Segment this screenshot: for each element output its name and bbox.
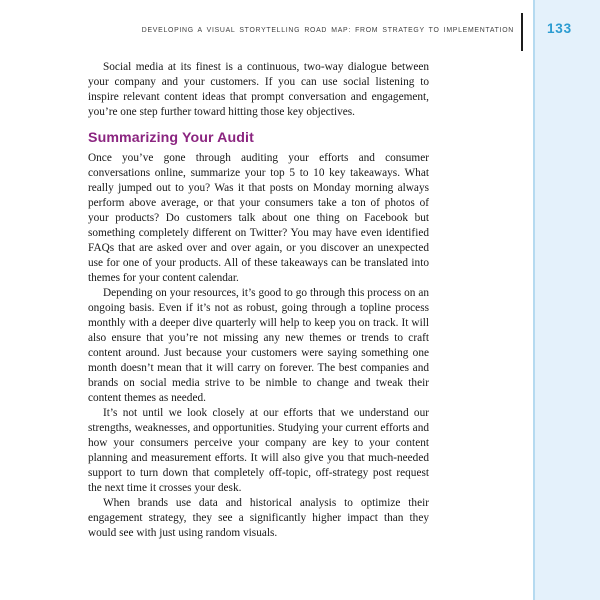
body-paragraph: It’s not until we look closely at our efforts that we understand our strengths, weaknesses, and opportunities. Studying your current efforts and how your consumers perceive your company are key to your content planning and measurement efforts. It will also give you that much-needed support to turn down that completely off-topic, off-strategy post request the next time it crosses your desk. (88, 407, 429, 494)
section-heading: Summarizing Your Audit (88, 130, 254, 146)
body-text-column (88, 60, 429, 541)
intro-paragraph: Social media at its finest is a continuous, two-way dialogue between your company and your customers. If you can use social listening to inspire relevant content ideas that prompt conversation and engagement, you’re one step further toward hitting those key objectives. (88, 61, 429, 118)
header-divider (521, 13, 523, 51)
body-paragraph: Once you’ve gone through auditing your efforts and consumer conversations online, summarize your top 5 to 10 key takeaways. What really jumped out to you? Was it that posts on Monday morning always perform above average, or that your consumers take a ton of photos of your products? Do customers talk about one thing on Facebook but something completely different on Twitter? You may have even identified FAQs that are asked over and over again, or you discover an unexpected use for one of your products. All of these takeaways can be translated into themes for your content calendar. (88, 152, 429, 284)
body-paragraph: Depending on your resources, it’s good to go through this process on an ongoing basis. Even if it’s not as robust, going through a topline process monthly with a deeper dive quarterly will help to keep you on track. It will also ensure that you’re not missing any new themes or trends to craft content around. Just because your customers were saying something one month doesn’t mean that it will carry on forever. The best companies and brands on social media strive to be nimble to change and tweak their content themes as needed. (88, 287, 429, 404)
page-number: 133 (547, 21, 572, 36)
body-paragraph: When brands use data and historical analysis to optimize their engagement strategy, they see a significantly higher impact than they would see with just using random visuals. (88, 497, 429, 539)
page-edge-strip (533, 0, 600, 600)
running-head: DEVELOPING A VISUAL STORYTELLING ROAD MAP: FROM STRATEGY TO IMPLEMENTATION (141, 27, 514, 34)
